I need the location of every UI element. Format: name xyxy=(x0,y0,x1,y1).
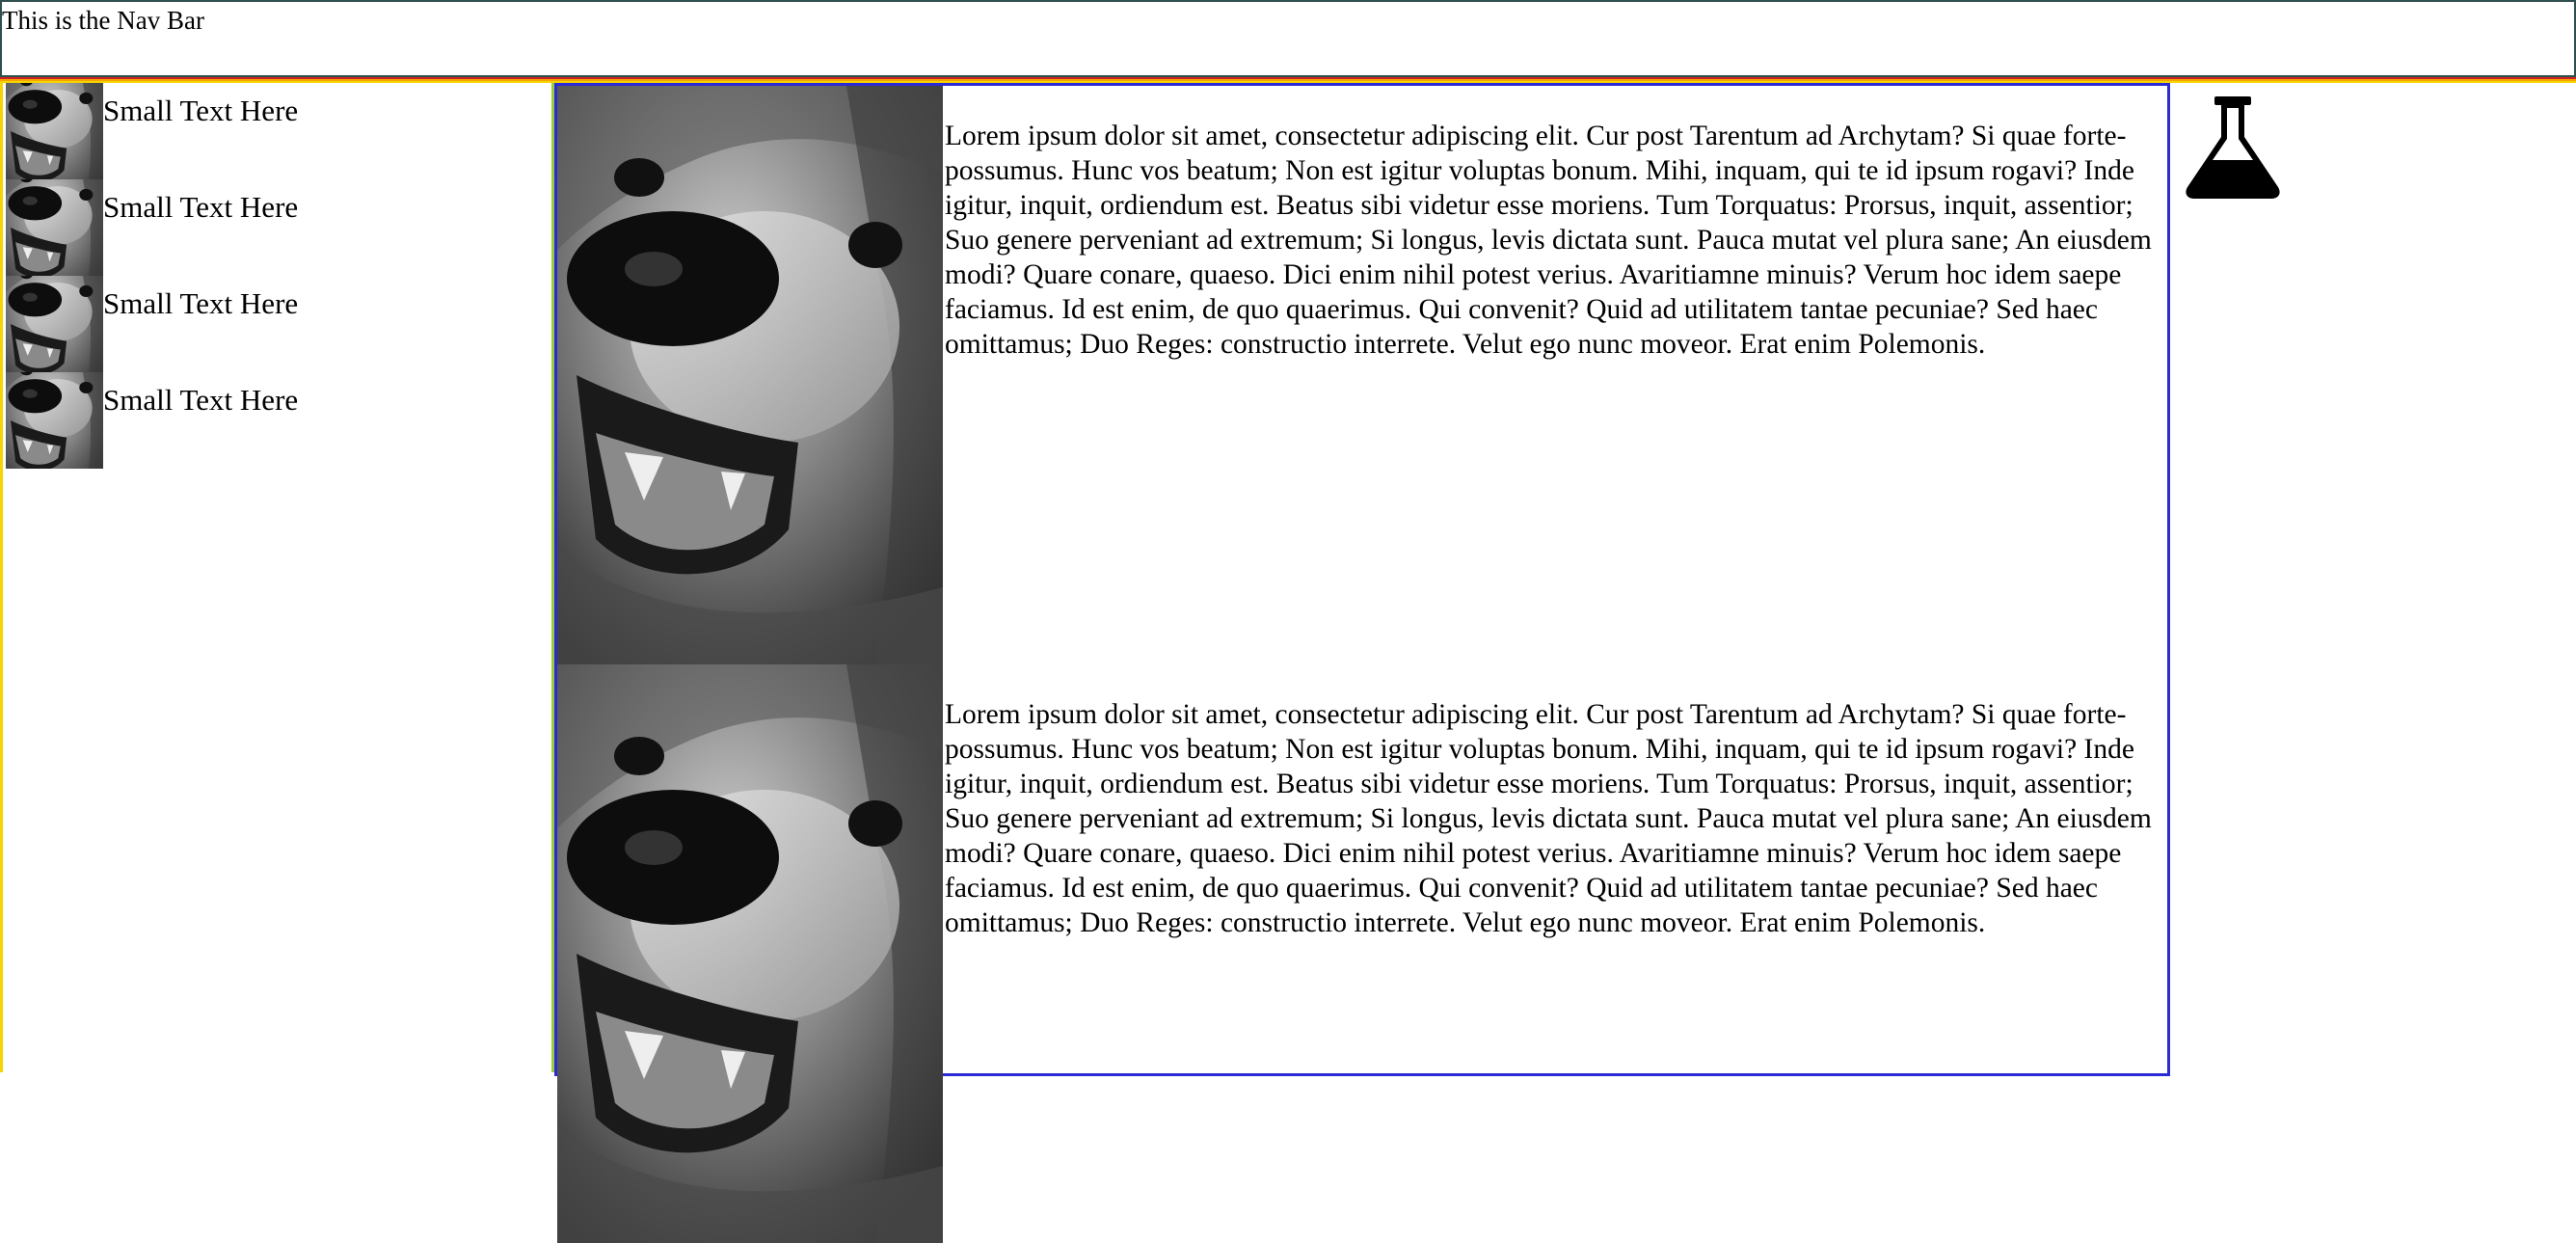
article-text: Lorem ipsum dolor sit amet, consectetur adipiscing elit. Cur post Tarentum ad Archytam? Si quae forte-possumus. Hunc vos beatum; Non est igitur voluptas bonum. Mihi, inquam, qui te id ipsum rogavi? Inde igitur, inquit, ordiendum est. Beatus sibi videtur esse moriens. Tum Torquatus: Prorsus, inquit, assentior; Suo genere perveniant ad extremum; Si longus, levis dictata sunt. Pauca mutat vel plura sane; An eiusdem modi? Quare conare, quaeso. Dici enim nihil potest verius. Avaritiamne minuis? Verum hoc idem saepe faciamus. Id est enim, de quo quaerimus. Qui convenit? Quid ad utilitatem tantae pecuniae? Sed haec omittamus; Duo Reges: constructio interrete. Velut ego nunc moveor. Erat enim Polemonis. xyxy=(945,699,2152,938)
sidebar-item-label: Small Text Here xyxy=(103,190,299,224)
right-sidebar xyxy=(2170,83,2576,1072)
sidebar-item[interactable] xyxy=(3,179,551,276)
sidebar xyxy=(0,83,554,1072)
sidebar-item-label: Small Text Here xyxy=(103,383,299,417)
sidebar-item[interactable] xyxy=(3,276,551,372)
sidebar-item-label: Small Text Here xyxy=(103,286,299,320)
article xyxy=(557,86,2167,664)
sidebar-item-label: Small Text Here xyxy=(103,94,299,127)
bear-thumbnail xyxy=(6,83,103,179)
bear-thumbnail xyxy=(6,276,103,372)
bear-thumbnail xyxy=(6,179,103,276)
article-text: Lorem ipsum dolor sit amet, consectetur adipiscing elit. Cur post Tarentum ad Archytam? Si quae forte-possumus. Hunc vos beatum; Non est igitur voluptas bonum. Mihi, inquam, qui te id ipsum rogavi? Inde igitur, inquit, ordiendum est. Beatus sibi videtur esse moriens. Tum Torquatus: Prorsus, inquit, assentior; Suo genere perveniant ad extremum; Si longus, levis dictata sunt. Pauca mutat vel plura sane; An eiusdem modi? Quare conare, quaeso. Dici enim nihil potest verius. Avaritiamne minuis? Verum hoc idem saepe faciamus. Id est enim, de quo quaerimus. Qui convenit? Quid ad utilitatem tantae pecuniae? Sed haec omittamus; Duo Reges: constructio interrete. Velut ego nunc moveor. Erat enim Polemonis. xyxy=(945,121,2152,360)
bear-photo xyxy=(557,86,943,664)
bear-thumbnail xyxy=(6,372,103,469)
article xyxy=(557,664,2167,1243)
sidebar-item[interactable] xyxy=(3,83,551,179)
nav-bar xyxy=(0,0,2576,77)
sidebar-item[interactable] xyxy=(3,372,551,469)
main-content xyxy=(554,83,2170,1076)
flask-icon xyxy=(2180,95,2286,201)
bear-photo xyxy=(557,664,943,1243)
nav-bar-title: This is the Nav Bar xyxy=(2,6,204,35)
